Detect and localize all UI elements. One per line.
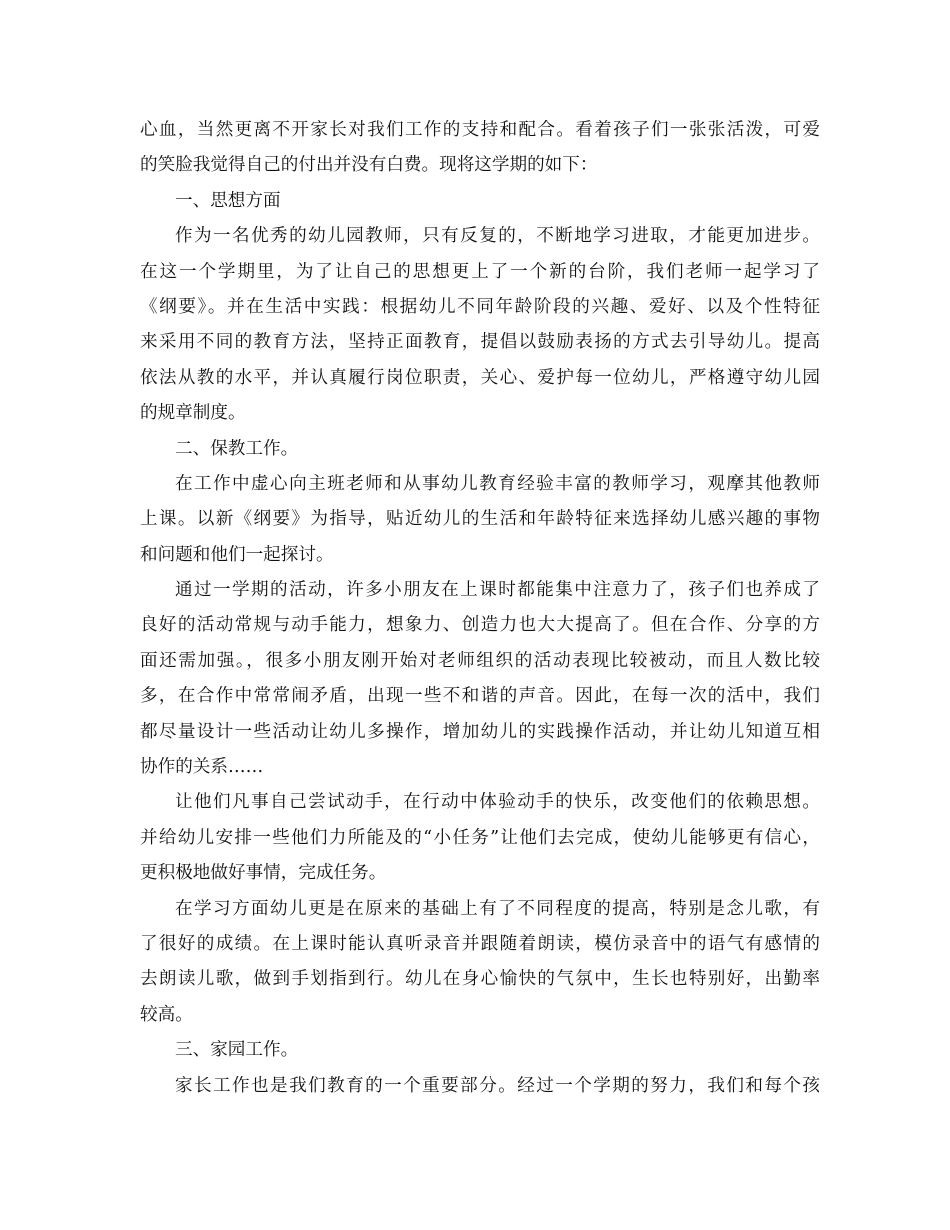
text-line: 在这一个学期里，为了让自己的思想更上了一个新的台阶，我们老师一起学习了: [140, 261, 820, 282]
text-line: 并给幼儿安排一些他们力所能及的“小任务”让他们去完成，使幼儿能够更有信心，: [140, 827, 820, 848]
text-line: 心血，当然更离不开家长对我们工作的支持和配合。看着孩子们一张张活泼，可爱: [140, 120, 820, 140]
text-line: 良好的活动常规与动手能力，想象力、创造力也大大提高了。但在合作、分享的方: [140, 615, 820, 636]
text-line: 的规章制度。: [140, 403, 246, 424]
text-line: 了很好的成绩。在上课时能认真听录音并跟随着朗读，模仿录音中的语气有感情的: [140, 933, 820, 954]
text-line: 都尽量设计一些活动让幼儿多操作，增加幼儿的实践操作活动，并让幼儿知道互相: [140, 721, 820, 742]
text-line: 更积极地做好事情，完成任务。: [140, 863, 387, 884]
text-line: 来采用不同的教育方法，坚持正面教育，提倡以鼓励表扬的方式去引导幼儿。提高: [140, 332, 820, 353]
text-line: 让他们凡事自己尝试动手，在行动中体验动手的快乐，改变他们的依赖思想。: [175, 792, 820, 813]
text-line: 在学习方面幼儿更是在原来的基础上有了不同程度的提高，特别是念儿歌，有: [175, 898, 820, 919]
text-line: 较高。: [140, 1004, 193, 1025]
text-line: 和问题和他们一起探讨。: [140, 544, 334, 565]
text-line: 依法从教的水平，并认真履行岗位职责，关心、爱护每一位幼儿，严格遵守幼儿园: [140, 367, 820, 388]
text-line: 协作的关系……: [140, 757, 264, 778]
text-line: 一、思想方面: [175, 190, 281, 211]
text-line: 面还需加强。，很多小朋友刚开始对老师组织的活动表现比较被动，而且人数比较: [140, 650, 820, 671]
text-line: 上课。以新《纲要》为指导，贴近幼儿的生活和年龄特征来选择幼儿感兴趣的事物: [140, 509, 820, 530]
text-line: 家长工作也是我们教育的一个重要部分。经过一个学期的努力，我们和每个孩: [175, 1075, 820, 1096]
text-line: 在工作中虚心向主班老师和从事幼儿教育经验丰富的教师学习，观摩其他教师: [175, 473, 820, 494]
text-line: 二、保教工作。: [175, 438, 299, 459]
text-line: 通过一学期的活动，许多小朋友在上课时都能集中注意力了，孩子们也养成了: [175, 580, 820, 601]
text-line: 作为一名优秀的幼儿园教师，只有反复的，不断地学习进取，才能更加进步。: [175, 226, 820, 247]
text-line: 去朗读儿歌，做到手划指到行。幼儿在身心愉快的气氛中，生长也特别好，出勤率: [140, 969, 820, 990]
text-line: 的笑脸我觉得自己的付出并没有白费。现将这学期的如下：: [140, 155, 598, 176]
text-line: 《纲要》。并在生活中实践：根据幼儿不同年龄阶段的兴趣、爱好、以及个性特征: [140, 296, 820, 317]
document-page: [140, 113, 820, 1104]
text-line: 多，在合作中常常闹矛盾，出现一些不和谐的声音。因此，在每一次的活中，我们: [140, 686, 820, 707]
text-line: 三、家园工作。: [175, 1040, 299, 1061]
